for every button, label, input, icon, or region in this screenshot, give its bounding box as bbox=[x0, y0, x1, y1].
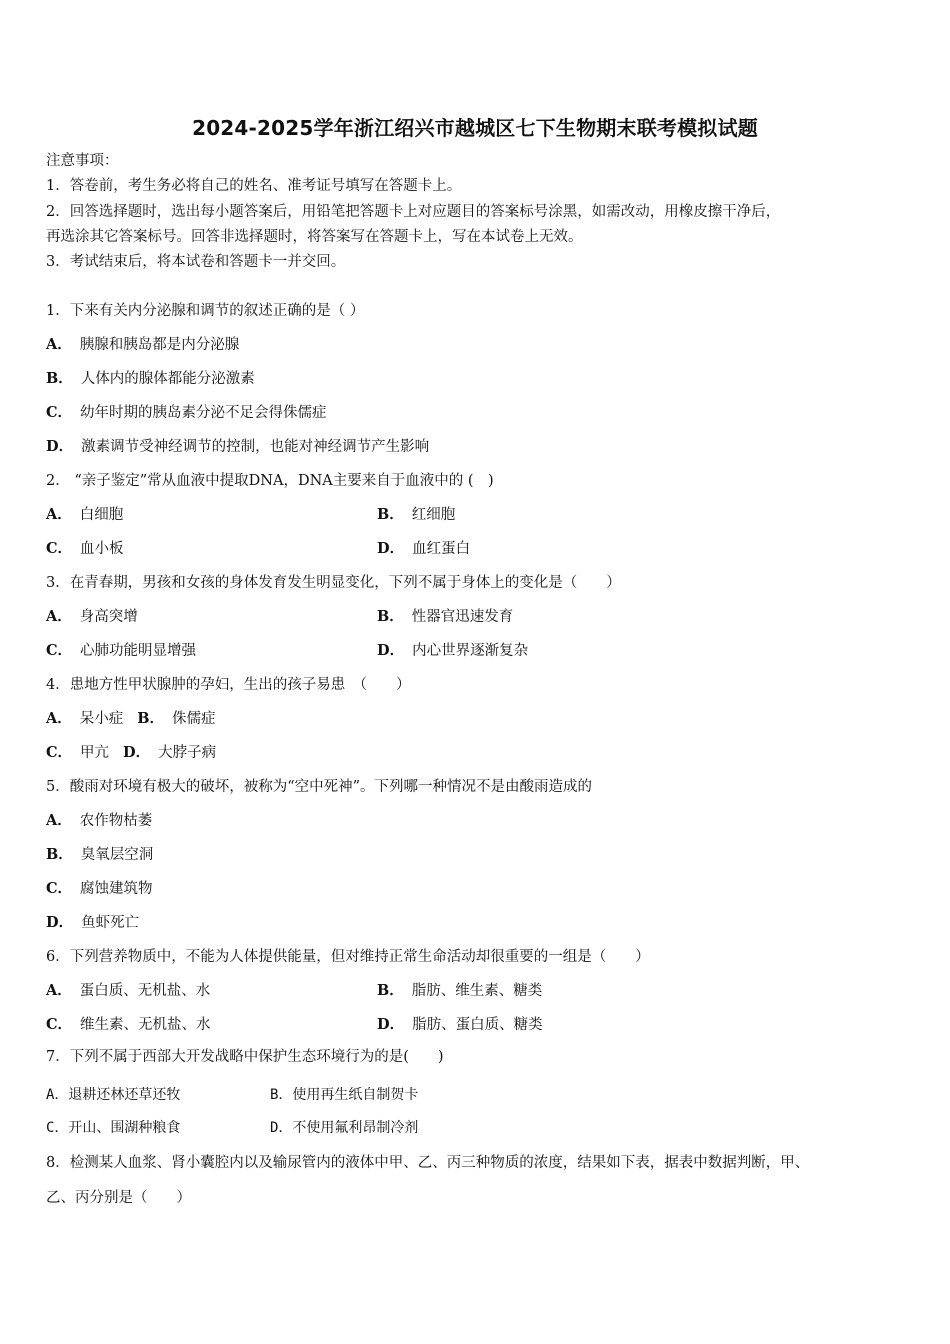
option-text: 侏儒症 bbox=[172, 711, 216, 727]
option-label: D． bbox=[377, 540, 405, 557]
question-7-option-d: D．不使用氟利昂制冷剂 bbox=[270, 1120, 419, 1136]
question-2-option-b bbox=[377, 505, 455, 525]
option-label: C． bbox=[46, 880, 73, 897]
question-8-stem-line-1: 8．检测某人血浆、肾小囊腔内以及输尿管内的液体中甲、乙、丙三种物质的浓度，结果如下表，据表中数据判断，甲、 bbox=[46, 1155, 810, 1171]
option-label: D． bbox=[123, 744, 151, 761]
question-7-option-b: B．使用再生纸自制贺卡 bbox=[270, 1087, 419, 1103]
option-text: 鱼虾死亡 bbox=[81, 915, 140, 931]
option-text: 血小板 bbox=[80, 541, 124, 557]
option-label: A． bbox=[46, 710, 72, 727]
question-3-stem: 3．在青春期，男孩和女孩的身体发育发生明显变化，下列不属于身体上的变化是（ ） bbox=[46, 575, 621, 591]
question-4-options-cd bbox=[46, 743, 216, 763]
question-4-stem: 4．患地方性甲状腺肿的孕妇，生出的孩子易患 （ ） bbox=[46, 677, 411, 693]
question-2-stem: 2． “亲子鉴定”常从血液中提取DNA，DNA主要来自于血液中的 ( ) bbox=[46, 473, 494, 489]
option-text: 蛋白质、无机盐、水 bbox=[79, 983, 211, 999]
question-3-option-d bbox=[377, 641, 528, 661]
question-8-stem-line-2: 乙、丙分别是（ ） bbox=[46, 1190, 191, 1206]
option-text: 内心世界逐渐复杂 bbox=[412, 643, 529, 659]
option-label: A． bbox=[46, 506, 72, 523]
option-text: 维生素、无机盐、水 bbox=[80, 1017, 211, 1033]
option-label: B． bbox=[137, 710, 165, 727]
question-3-option-b bbox=[377, 607, 513, 627]
option-text: 臭氧层空洞 bbox=[80, 847, 154, 863]
question-3-option-a bbox=[46, 607, 138, 627]
option-label: C． bbox=[46, 404, 73, 421]
question-2-option-c bbox=[46, 539, 124, 559]
option-text: 大脖子病 bbox=[158, 745, 217, 761]
option-text: 血红蛋白 bbox=[412, 541, 471, 557]
question-6-option-c bbox=[46, 1015, 211, 1035]
question-5-option-c bbox=[46, 879, 153, 899]
option-text: 甲亢 bbox=[80, 745, 110, 761]
option-text: 人体内的腺体都能分泌激素 bbox=[80, 371, 255, 387]
question-5-option-b bbox=[46, 845, 153, 865]
question-5-stem: 5．酸雨对环境有极大的破坏，被称为“空中死神”。下列哪一种情况不是由酸雨造成的 bbox=[46, 779, 593, 795]
notice-item-3: 3．考试结束后，将本试卷和答题卡一并交回。 bbox=[46, 254, 346, 270]
option-label: A． bbox=[46, 336, 72, 353]
question-1-option-b bbox=[46, 369, 255, 389]
option-text: 农作物枯萎 bbox=[79, 813, 153, 829]
question-6-option-a bbox=[46, 981, 210, 1001]
question-4-options-ab bbox=[46, 709, 216, 729]
option-label: B． bbox=[377, 506, 404, 523]
question-2-option-d bbox=[377, 539, 470, 559]
option-label: B． bbox=[46, 846, 73, 863]
option-label: A． bbox=[46, 608, 72, 625]
question-1-stem: 1．下来有关内分泌腺和调节的叙述正确的是（ ） bbox=[46, 303, 365, 319]
question-6-option-d bbox=[377, 1015, 543, 1035]
question-1-option-d bbox=[46, 437, 429, 457]
option-label: D． bbox=[377, 642, 405, 659]
option-text: 性器官迅速发育 bbox=[411, 609, 514, 625]
option-label: A． bbox=[46, 812, 72, 829]
question-3-option-c bbox=[46, 641, 196, 661]
option-text: 胰腺和胰岛都是内分泌腺 bbox=[79, 337, 240, 353]
option-text: 红细胞 bbox=[411, 507, 456, 523]
option-text: 幼年时期的胰岛素分泌不足会得侏儒症 bbox=[80, 405, 327, 421]
option-text: 呆小症 bbox=[79, 711, 124, 727]
option-text: 激素调节受神经调节的控制，也能对神经调节产生影响 bbox=[81, 439, 430, 455]
option-label: C． bbox=[46, 744, 73, 761]
question-6-stem: 6．下列营养物质中，不能为人体提供能量，但对维持正常生命活动却很重要的一组是（ ） bbox=[46, 949, 650, 965]
option-text: 脂肪、蛋白质、糖类 bbox=[412, 1017, 543, 1033]
notice-item-1: 1．答卷前，考生务必将自己的姓名、准考证号填写在答题卡上。 bbox=[46, 178, 462, 194]
option-label: B． bbox=[46, 370, 73, 387]
question-5-option-d bbox=[46, 913, 139, 933]
option-label: D． bbox=[377, 1016, 405, 1033]
question-1-option-c bbox=[46, 403, 327, 423]
option-label: C． bbox=[46, 642, 73, 659]
question-7-option-c: C．开山、围湖种粮食 bbox=[46, 1120, 181, 1136]
question-7-stem: 7．下列不属于西部大开发战略中保护生态环境行为的是( ) bbox=[46, 1049, 444, 1065]
option-label: D． bbox=[46, 914, 74, 931]
option-text: 脂肪、维生素、糖类 bbox=[411, 983, 543, 999]
option-text: 身高突增 bbox=[79, 609, 138, 625]
question-6-option-b bbox=[377, 981, 542, 1001]
option-label: D． bbox=[46, 438, 74, 455]
option-label: A． bbox=[46, 982, 72, 999]
question-1-option-a bbox=[46, 335, 239, 355]
notice-item-2-line-1: 2．回答选择题时，选出每小题答案后，用铅笔把答题卡上对应题目的答案标号涂黑，如需改动，用橡皮擦干净后， bbox=[46, 204, 781, 220]
option-text: 腐蚀建筑物 bbox=[80, 881, 153, 897]
option-label: C． bbox=[46, 540, 73, 557]
option-text: 白细胞 bbox=[79, 507, 124, 523]
option-label: B． bbox=[377, 608, 404, 625]
question-5-option-a bbox=[46, 811, 152, 831]
option-label: C． bbox=[46, 1016, 73, 1033]
notice-heading: 注意事项： bbox=[46, 153, 119, 169]
option-text: 心肺功能明显增强 bbox=[80, 643, 197, 659]
question-2-option-a bbox=[46, 505, 123, 525]
option-label: B． bbox=[377, 982, 404, 999]
question-7-option-a: A．退耕还林还草还牧 bbox=[46, 1087, 181, 1103]
notice-item-2-line-2: 再选涂其它答案标号。回答非选择题时，将答案写在答题卡上，写在本试卷上无效。 bbox=[46, 229, 583, 245]
page-title: 2024-2025学年浙江绍兴市越城区七下生物期末联考模拟试题 bbox=[192, 116, 758, 140]
